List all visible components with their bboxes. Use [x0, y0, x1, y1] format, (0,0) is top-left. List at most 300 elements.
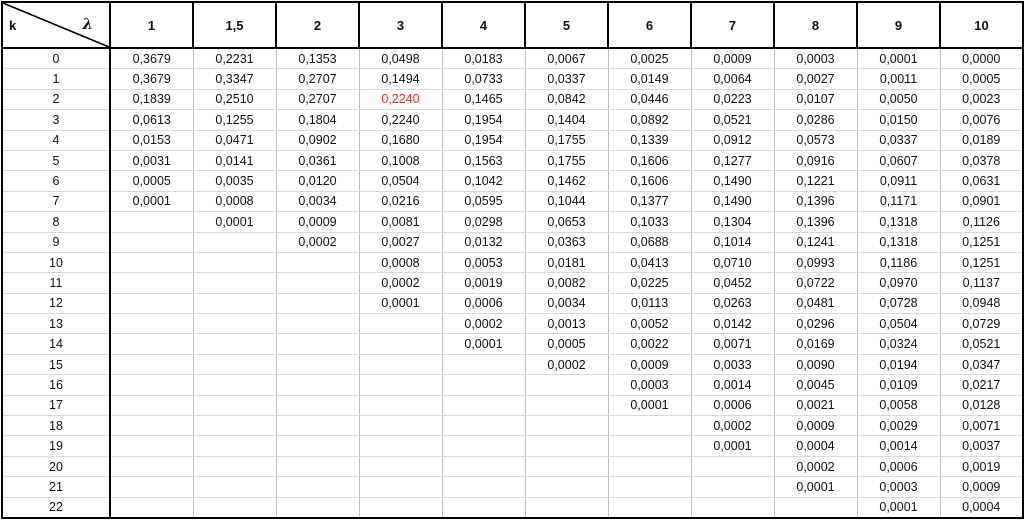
probability-cell: [110, 252, 193, 272]
probability-cell: 0,1680: [359, 130, 442, 150]
probability-cell: [525, 456, 608, 476]
probability-cell: 0,0286: [774, 110, 857, 130]
probability-cell: [774, 497, 857, 518]
probability-cell: 0,0008: [359, 252, 442, 272]
probability-cell: 0,1954: [442, 130, 525, 150]
probability-cell: 0,1318: [857, 232, 940, 252]
probability-cell: [359, 395, 442, 415]
probability-cell: 0,1221: [774, 171, 857, 191]
k-value-cell: 13: [2, 314, 110, 334]
probability-cell: 0,0021: [774, 395, 857, 415]
probability-cell: [359, 497, 442, 518]
probability-cell: [276, 252, 359, 272]
table-row: [2, 252, 1023, 272]
col-symbol-lambda: λ: [82, 15, 93, 33]
table-row: [2, 354, 1023, 374]
probability-cell: [110, 456, 193, 476]
table-row: [2, 110, 1023, 130]
probability-cell: 0,0052: [608, 314, 691, 334]
probability-cell: 0,0902: [276, 130, 359, 150]
probability-cell: 0,0014: [857, 436, 940, 456]
probability-cell: 0,1186: [857, 252, 940, 272]
probability-cell: [442, 436, 525, 456]
probability-cell: [525, 497, 608, 518]
probability-cell: 0,1954: [442, 110, 525, 130]
probability-cell: 0,1042: [442, 171, 525, 191]
k-value-cell: 0: [2, 48, 110, 69]
probability-cell: 0,0498: [359, 48, 442, 69]
probability-cell: 0,0003: [774, 48, 857, 69]
probability-cell: 0,1008: [359, 150, 442, 170]
probability-cell: [110, 436, 193, 456]
lambda-header: 3: [359, 2, 442, 48]
probability-cell: 0,0033: [691, 354, 774, 374]
probability-cell: 0,0009: [691, 48, 774, 69]
probability-cell: 0,0728: [857, 293, 940, 313]
probability-cell: 0,0504: [857, 314, 940, 334]
probability-cell: [691, 456, 774, 476]
probability-cell: [193, 354, 276, 374]
lambda-header: 6: [608, 2, 691, 48]
probability-cell: 0,0014: [691, 375, 774, 395]
k-value-cell: 9: [2, 232, 110, 252]
probability-cell: 0,0053: [442, 252, 525, 272]
k-value-cell: 2: [2, 89, 110, 109]
probability-cell: [110, 232, 193, 252]
probability-cell: 0,0002: [359, 273, 442, 293]
probability-cell: [193, 314, 276, 334]
probability-cell: 0,0337: [525, 69, 608, 89]
header-row: [2, 2, 1023, 48]
probability-cell: 0,0005: [110, 171, 193, 191]
probability-cell: 0,0573: [774, 130, 857, 150]
probability-cell: [276, 456, 359, 476]
k-value-cell: 20: [2, 456, 110, 476]
k-value-cell: 3: [2, 110, 110, 130]
k-value-cell: 15: [2, 354, 110, 374]
probability-cell: 0,0120: [276, 171, 359, 191]
probability-cell: [276, 273, 359, 293]
table-row: [2, 314, 1023, 334]
probability-cell: [193, 232, 276, 252]
probability-cell: 0,3679: [110, 48, 193, 69]
probability-cell: 0,0006: [857, 456, 940, 476]
probability-cell: 0,2231: [193, 48, 276, 69]
probability-cell: 0,0298: [442, 212, 525, 232]
probability-cell: [193, 477, 276, 497]
probability-cell: 0,0194: [857, 354, 940, 374]
probability-cell: [359, 436, 442, 456]
lambda-header: 4: [442, 2, 525, 48]
probability-cell: 0,0169: [774, 334, 857, 354]
probability-cell: 0,0001: [442, 334, 525, 354]
probability-cell: 0,0521: [940, 334, 1023, 354]
probability-cell: [525, 375, 608, 395]
probability-cell: 0,0013: [525, 314, 608, 334]
lambda-header: 7: [691, 2, 774, 48]
probability-cell: 0,0008: [193, 191, 276, 211]
probability-cell: 0,0006: [442, 293, 525, 313]
probability-cell: 0,0710: [691, 252, 774, 272]
lambda-header: 1,5: [193, 2, 276, 48]
probability-cell: [691, 497, 774, 518]
probability-cell: 0,0948: [940, 293, 1023, 313]
probability-cell: 0,1490: [691, 171, 774, 191]
probability-cell: 0,1251: [940, 232, 1023, 252]
probability-cell: [442, 456, 525, 476]
probability-cell: [276, 497, 359, 518]
probability-cell: [608, 477, 691, 497]
probability-cell: [110, 354, 193, 374]
lambda-header: 10: [940, 2, 1023, 48]
probability-cell: 0,0263: [691, 293, 774, 313]
probability-cell: 0,1033: [608, 212, 691, 232]
probability-cell: 0,0067: [525, 48, 608, 69]
probability-cell: [608, 456, 691, 476]
probability-cell: [525, 395, 608, 415]
probability-cell: [276, 375, 359, 395]
probability-cell: 0,0216: [359, 191, 442, 211]
probability-cell: [442, 497, 525, 518]
probability-cell: 0,0149: [608, 69, 691, 89]
probability-cell: 0,0113: [608, 293, 691, 313]
probability-cell: [110, 395, 193, 415]
table-row: [2, 48, 1023, 69]
probability-cell: 0,0378: [940, 150, 1023, 170]
probability-cell: [442, 477, 525, 497]
probability-cell: 0,0023: [940, 89, 1023, 109]
probability-cell: 0,0027: [774, 69, 857, 89]
probability-cell: 0,0911: [857, 171, 940, 191]
table-row: [2, 171, 1023, 191]
probability-cell: [276, 395, 359, 415]
probability-cell: 0,0025: [608, 48, 691, 69]
probability-cell: 0,0107: [774, 89, 857, 109]
table-body: [2, 48, 1023, 518]
probability-cell: 0,0009: [608, 354, 691, 374]
probability-cell: 0,1396: [774, 212, 857, 232]
probability-cell: 0,0050: [857, 89, 940, 109]
probability-cell: 0,1804: [276, 110, 359, 130]
probability-cell: 0,0005: [940, 69, 1023, 89]
probability-cell: [193, 456, 276, 476]
table-row: [2, 273, 1023, 293]
probability-cell: 0,1014: [691, 232, 774, 252]
probability-cell: [193, 252, 276, 272]
k-value-cell: 21: [2, 477, 110, 497]
corner-cell: [2, 2, 110, 48]
probability-cell: [193, 273, 276, 293]
probability-cell: 0,1377: [608, 191, 691, 211]
probability-cell: [276, 293, 359, 313]
probability-cell: 0,0001: [608, 395, 691, 415]
probability-cell: 0,0001: [774, 477, 857, 497]
probability-cell: [608, 416, 691, 436]
k-value-cell: 5: [2, 150, 110, 170]
probability-cell: 0,0090: [774, 354, 857, 374]
probability-cell: [110, 477, 193, 497]
probability-cell: 0,0223: [691, 89, 774, 109]
k-value-cell: 18: [2, 416, 110, 436]
probability-cell: 0,0481: [774, 293, 857, 313]
probability-cell: [193, 497, 276, 518]
probability-cell: 0,1606: [608, 150, 691, 170]
table-row: [2, 334, 1023, 354]
probability-cell: 0,1339: [608, 130, 691, 150]
probability-cell: 0,0002: [276, 232, 359, 252]
probability-cell: [442, 395, 525, 415]
probability-cell: [442, 416, 525, 436]
probability-cell: 0,0631: [940, 171, 1023, 191]
table-row: [2, 456, 1023, 476]
probability-cell: 0,0031: [110, 150, 193, 170]
probability-cell: [359, 416, 442, 436]
probability-cell: 0,0064: [691, 69, 774, 89]
probability-cell: 0,1277: [691, 150, 774, 170]
probability-cell: 0,0027: [359, 232, 442, 252]
probability-cell: 0,0076: [940, 110, 1023, 130]
probability-cell: [193, 395, 276, 415]
table-row: [2, 497, 1023, 518]
probability-cell: 0,1251: [940, 252, 1023, 272]
probability-cell: 0,0324: [857, 334, 940, 354]
probability-cell: 0,1137: [940, 273, 1023, 293]
probability-cell: 0,1171: [857, 191, 940, 211]
k-value-cell: 1: [2, 69, 110, 89]
k-value-cell: 17: [2, 395, 110, 415]
probability-cell: 0,0071: [691, 334, 774, 354]
probability-cell: 0,0183: [442, 48, 525, 69]
poisson-table: [1, 1, 1024, 519]
lambda-header: 9: [857, 2, 940, 48]
probability-cell: 0,0993: [774, 252, 857, 272]
probability-cell: 0,0003: [857, 477, 940, 497]
probability-cell: 0,0019: [442, 273, 525, 293]
probability-cell: [525, 477, 608, 497]
probability-cell: 0,0729: [940, 314, 1023, 334]
probability-cell: [359, 477, 442, 497]
probability-cell: [110, 314, 193, 334]
probability-cell: 0,0002: [525, 354, 608, 374]
table-row: [2, 395, 1023, 415]
probability-cell: [608, 497, 691, 518]
probability-cell: [110, 334, 193, 354]
probability-cell: 0,0081: [359, 212, 442, 232]
probability-cell: [276, 314, 359, 334]
probability-cell: 0,0225: [608, 273, 691, 293]
k-value-cell: 8: [2, 212, 110, 232]
probability-cell: [442, 375, 525, 395]
probability-cell: 0,0009: [940, 477, 1023, 497]
table-row: [2, 89, 1023, 109]
lambda-header: 5: [525, 2, 608, 48]
probability-cell: [193, 293, 276, 313]
k-value-cell: 12: [2, 293, 110, 313]
table-row: [2, 436, 1023, 456]
probability-cell: 0,0001: [691, 436, 774, 456]
probability-cell: 0,0607: [857, 150, 940, 170]
probability-cell: 0,0034: [525, 293, 608, 313]
probability-cell: 0,0337: [857, 130, 940, 150]
probability-cell: 0,0181: [525, 252, 608, 272]
probability-cell: [359, 375, 442, 395]
k-value-cell: 11: [2, 273, 110, 293]
probability-cell: 0,0613: [110, 110, 193, 130]
probability-cell: 0,1241: [774, 232, 857, 252]
probability-cell: 0,1318: [857, 212, 940, 232]
probability-cell: [193, 334, 276, 354]
probability-cell: 0,0413: [608, 252, 691, 272]
probability-cell: 0,0004: [940, 497, 1023, 518]
table-row: [2, 477, 1023, 497]
probability-cell: 0,0001: [857, 48, 940, 69]
probability-cell: 0,0504: [359, 171, 442, 191]
probability-cell: [110, 212, 193, 232]
probability-cell: 0,1255: [193, 110, 276, 130]
probability-cell: 0,0000: [940, 48, 1023, 69]
probability-cell: 0,1563: [442, 150, 525, 170]
probability-cell: 0,0029: [857, 416, 940, 436]
probability-cell: [193, 436, 276, 456]
lambda-header: 2: [276, 2, 359, 48]
probability-cell: [276, 416, 359, 436]
probability-cell: [276, 334, 359, 354]
probability-cell: 0,0128: [940, 395, 1023, 415]
probability-cell: 0,0002: [774, 456, 857, 476]
probability-cell: 0,0002: [691, 416, 774, 436]
probability-cell: 0,0035: [193, 171, 276, 191]
probability-cell: 0,0688: [608, 232, 691, 252]
probability-cell: [276, 436, 359, 456]
k-value-cell: 19: [2, 436, 110, 456]
probability-cell: 0,3679: [110, 69, 193, 89]
table-row: [2, 69, 1023, 89]
probability-cell: 0,2510: [193, 89, 276, 109]
probability-cell: 0,0058: [857, 395, 940, 415]
probability-cell: [525, 416, 608, 436]
probability-cell: 0,0471: [193, 130, 276, 150]
probability-cell: 0,0002: [442, 314, 525, 334]
probability-cell: 0,0153: [110, 130, 193, 150]
probability-cell: [110, 375, 193, 395]
probability-cell: 0,1755: [525, 150, 608, 170]
probability-cell: 0,2707: [276, 89, 359, 109]
probability-cell: 0,0521: [691, 110, 774, 130]
probability-cell: 0,0653: [525, 212, 608, 232]
probability-cell: 0,0019: [940, 456, 1023, 476]
probability-cell: [110, 497, 193, 518]
probability-cell: 0,0082: [525, 273, 608, 293]
probability-cell: 0,1126: [940, 212, 1023, 232]
probability-cell: 0,1606: [608, 171, 691, 191]
probability-cell: 0,1755: [525, 130, 608, 150]
probability-cell: [608, 436, 691, 456]
table-row: [2, 130, 1023, 150]
probability-cell: [691, 477, 774, 497]
probability-cell: [193, 375, 276, 395]
table-row: [2, 150, 1023, 170]
probability-cell: 0,0004: [774, 436, 857, 456]
probability-cell: 0,3347: [193, 69, 276, 89]
probability-cell: 0,0916: [774, 150, 857, 170]
probability-cell: [359, 334, 442, 354]
probability-cell: 0,0141: [193, 150, 276, 170]
k-value-cell: 14: [2, 334, 110, 354]
probability-cell: 0,0037: [940, 436, 1023, 456]
probability-cell: 0,0142: [691, 314, 774, 334]
probability-cell: 0,1353: [276, 48, 359, 69]
probability-cell: 0,1462: [525, 171, 608, 191]
table-row: [2, 191, 1023, 211]
probability-cell: 0,0022: [608, 334, 691, 354]
probability-cell: 0,0150: [857, 110, 940, 130]
probability-cell: 0,0842: [525, 89, 608, 109]
lambda-header: 1: [110, 2, 193, 48]
k-value-cell: 22: [2, 497, 110, 518]
probability-cell: [276, 354, 359, 374]
probability-cell: 0,1044: [525, 191, 608, 211]
probability-cell: 0,0006: [691, 395, 774, 415]
probability-cell: [110, 416, 193, 436]
probability-cell: 0,0901: [940, 191, 1023, 211]
probability-cell: [359, 456, 442, 476]
probability-cell: 0,0189: [940, 130, 1023, 150]
probability-cell: 0,0011: [857, 69, 940, 89]
probability-cell: [276, 477, 359, 497]
probability-cell: 0,1465: [442, 89, 525, 109]
table-row: [2, 212, 1023, 232]
probability-cell: [110, 293, 193, 313]
probability-cell: [193, 416, 276, 436]
probability-cell: 0,1404: [525, 110, 608, 130]
probability-cell: 0,0005: [525, 334, 608, 354]
probability-cell: 0,0001: [857, 497, 940, 518]
probability-cell: 0,0892: [608, 110, 691, 130]
probability-cell: [442, 354, 525, 374]
table-row: [2, 232, 1023, 252]
probability-cell: 0,0034: [276, 191, 359, 211]
probability-cell: 0,0109: [857, 375, 940, 395]
row-symbol-k: k: [9, 18, 17, 33]
probability-cell: 0,0733: [442, 69, 525, 89]
k-value-cell: 10: [2, 252, 110, 272]
probability-cell: 0,0363: [525, 232, 608, 252]
probability-cell: 0,0009: [276, 212, 359, 232]
probability-cell: 0,0452: [691, 273, 774, 293]
probability-cell: 0,0912: [691, 130, 774, 150]
probability-cell: 0,0217: [940, 375, 1023, 395]
probability-cell: 0,2240: [359, 110, 442, 130]
probability-cell: [359, 314, 442, 334]
probability-cell: 0,0132: [442, 232, 525, 252]
probability-cell: 0,0001: [359, 293, 442, 313]
probability-cell: 0,1396: [774, 191, 857, 211]
lambda-header: 8: [774, 2, 857, 48]
table-row: [2, 375, 1023, 395]
probability-cell: 0,1304: [691, 212, 774, 232]
probability-cell: 0,0001: [110, 191, 193, 211]
probability-cell: 0,0009: [774, 416, 857, 436]
table-row: [2, 416, 1023, 436]
probability-cell: 0,0347: [940, 354, 1023, 374]
probability-cell: [525, 436, 608, 456]
probability-cell: [110, 273, 193, 293]
k-value-cell: 16: [2, 375, 110, 395]
probability-cell: 0,0595: [442, 191, 525, 211]
probability-cell: 0,0446: [608, 89, 691, 109]
probability-cell: 0,0045: [774, 375, 857, 395]
probability-cell: 0,0296: [774, 314, 857, 334]
